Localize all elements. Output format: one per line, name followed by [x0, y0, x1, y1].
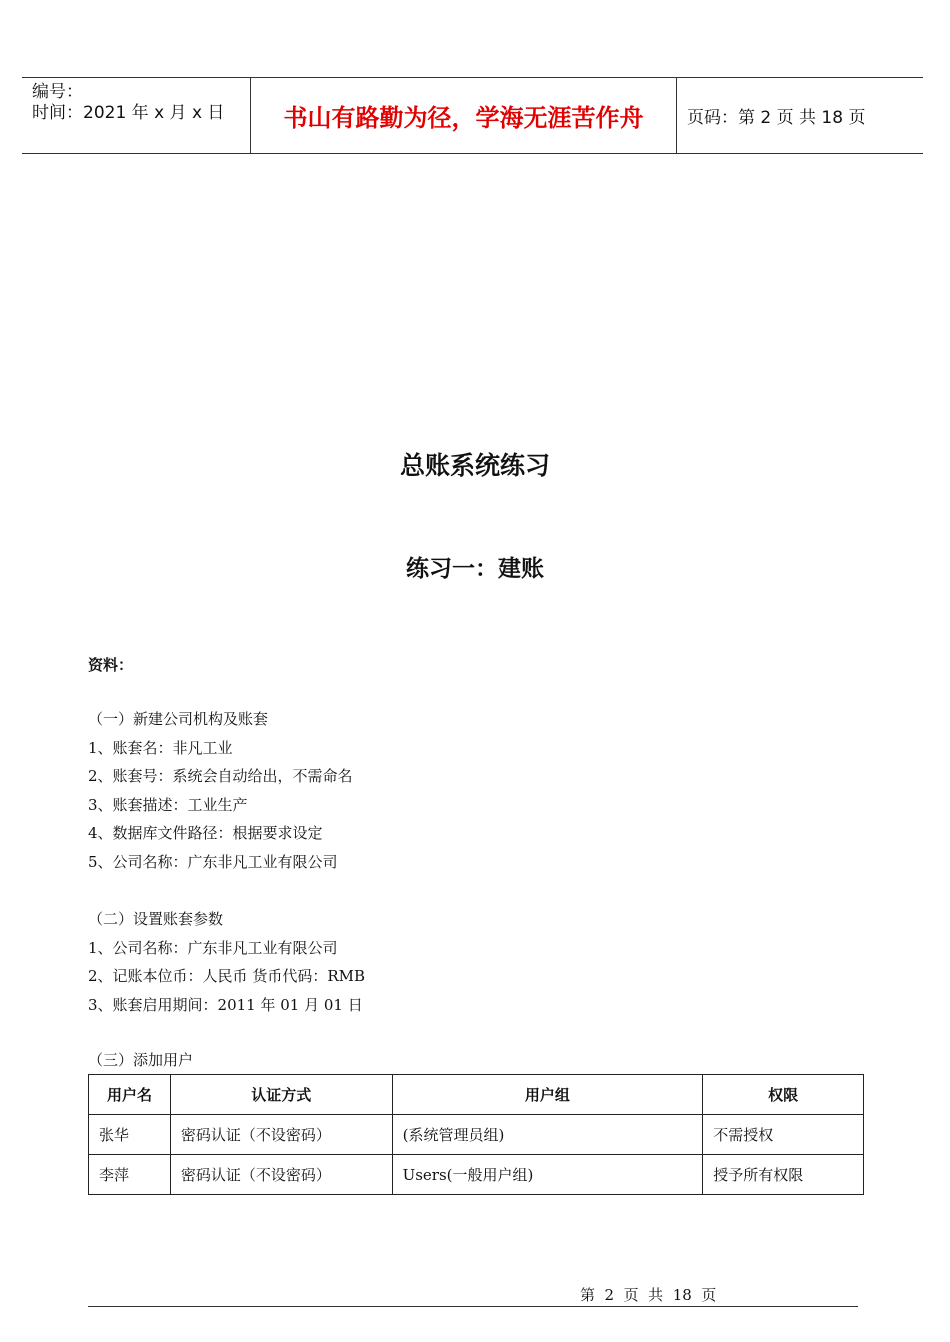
header-meta	[22, 78, 251, 153]
column-header-username: 用户名	[89, 1075, 171, 1115]
section-add-users	[88, 1046, 193, 1075]
header-motto: 书山有路勤为径，学海无涯苦作舟	[251, 78, 677, 153]
list-item: 1、公司名称：广东非凡工业有限公司	[88, 938, 338, 957]
section-heading: （三）添加用户	[88, 1051, 194, 1069]
exercise-title: 练习一：建账	[406, 556, 544, 582]
section-heading: （二）设置账套参数	[88, 910, 224, 928]
cell-permission: 不需授权	[703, 1115, 864, 1155]
material-label: 资料：	[88, 656, 134, 674]
cell-permission: 授予所有权限	[703, 1155, 864, 1195]
table-row	[89, 1115, 864, 1155]
list-item: 5、公司名称：广东非凡工业有限公司	[88, 852, 338, 871]
cell-auth: 密码认证（不设密码）	[170, 1115, 392, 1155]
list-item: 3、账套描述：工业生产	[88, 795, 248, 814]
list-item: 4、数据库文件路径：根据要求设定	[88, 824, 323, 842]
cell-group: Users(一般用户组)	[392, 1155, 703, 1195]
cell-username: 李萍	[89, 1155, 171, 1195]
column-header-group: 用户组	[392, 1075, 703, 1115]
cell-username: 张华	[89, 1115, 171, 1155]
document-title: 总账系统练习	[399, 451, 550, 480]
cell-auth: 密码认证（不设密码）	[170, 1155, 392, 1195]
section-account-params	[88, 905, 365, 1019]
page-footer	[88, 1284, 858, 1307]
footer-page-number: 第 2 页 共 18 页	[580, 1286, 717, 1304]
column-header-permission: 权限	[703, 1075, 864, 1115]
list-item: 2、账套号：系统会自动给出，不需命名	[88, 767, 353, 785]
list-item: 1、账套名：非凡工业	[88, 738, 233, 757]
document-number-label: 编号：	[32, 82, 83, 102]
section-heading: （一）新建公司机构及账套	[88, 710, 269, 728]
list-item: 2、记账本位币：人民币 货币代码：RMB	[88, 967, 365, 985]
list-item: 3、账套启用期间：2011 年 01 月 01 日	[88, 995, 363, 1014]
page-header	[22, 77, 923, 154]
table-row	[89, 1155, 864, 1195]
column-header-auth: 认证方式	[170, 1075, 392, 1115]
table-header-row	[89, 1075, 864, 1115]
document-date: 时间：2021 年 x 月 x 日	[32, 103, 225, 123]
users-table	[88, 1074, 864, 1195]
cell-group: (系统管理员组)	[392, 1115, 703, 1155]
section-new-company	[88, 705, 353, 876]
header-page-info: 页码：第 2 页 共 18 页	[687, 108, 866, 128]
